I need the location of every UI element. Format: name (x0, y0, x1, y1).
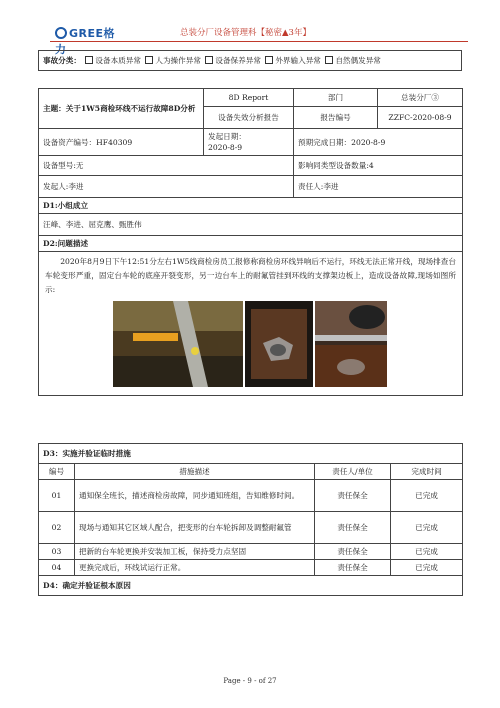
dept-value: 总装分厂③ (378, 89, 463, 107)
checkbox[interactable] (205, 56, 213, 64)
col-header: 完成时间 (391, 464, 463, 480)
dept-label: 部门 (294, 89, 378, 107)
d2-description: 2020年8月9日下午12:51分左右1W5线商检房员工报修称商检房环线异响后不运行，环线无法正常开线，现场排查台车轮变形严重，固定台车轮的底座开裂变形，另一边台车上的耐氟管挂到环线的支撑架边板上，造成设备故障,现场如图所示: (45, 257, 456, 295)
d4-title: D4：确定并验证根本原因 (39, 576, 463, 596)
table-row (39, 512, 463, 544)
row-no: 04 (39, 560, 75, 576)
d2-content (39, 252, 463, 396)
checkbox[interactable] (85, 56, 93, 64)
report-title: 8D Report (204, 89, 294, 107)
table-row (39, 480, 463, 512)
row-desc: 把新的台车轮更换并安装加工板，保持受力点坚固 (75, 544, 315, 560)
checkbox[interactable] (325, 56, 333, 64)
gree-logo (55, 25, 125, 56)
d3-title: D3：实施并验证临时措施 (39, 444, 463, 464)
col-header: 措施描述 (75, 464, 315, 480)
table-row (39, 544, 463, 560)
row-owner: 责任保全 (315, 544, 391, 560)
photo-cart-wheel (245, 301, 313, 387)
d3-table (38, 443, 463, 596)
checkbox[interactable] (145, 56, 153, 64)
photo-conveyor-damage (113, 301, 243, 387)
gree-logo-icon (55, 27, 67, 39)
row-desc: 通知保全班长，描述商检房故障，同步通知班组，告知维修时间。 (75, 480, 315, 512)
category-option: 外界输入异常 (275, 56, 321, 65)
category-table (38, 50, 462, 71)
due-date: 预期完成日期：2020-8-9 (294, 129, 463, 156)
d1-title: D1:小组成立 (39, 198, 463, 214)
initiator: 发起人:李进 (39, 176, 294, 198)
table-row (39, 560, 463, 576)
report-no-label: 报告编号 (294, 107, 378, 129)
category-option: 自然偶发异常 (335, 56, 381, 65)
asset-no: 设备资产编号：HF40309 (39, 129, 204, 156)
header-title: 总装分厂设备管理科【秘密▲3年】 (180, 28, 311, 38)
category-label: 事故分类： (43, 56, 81, 65)
category-option: 设备保养异常 (215, 56, 261, 65)
page-number: Page - 9 - of 27 (223, 677, 277, 685)
start-date-cell (204, 129, 294, 156)
row-desc: 现场与通知其它区域人配合，把变形的台车轮拆卸及调整耐氟管 (75, 512, 315, 544)
logo-text: GREE格力 (55, 27, 116, 56)
report-table (38, 88, 463, 396)
affected-count: 影响同类型设备数量:4 (294, 156, 463, 176)
category-row (39, 51, 462, 71)
owner: 责任人:李进 (294, 176, 463, 198)
category-option: 设备本质异常 (95, 56, 141, 65)
row-status: 已完成 (391, 560, 463, 576)
d2-title: D2:问题描述 (39, 236, 463, 252)
equipment-model: 设备型号:无 (39, 156, 294, 176)
row-owner: 责任保全 (315, 480, 391, 512)
row-no: 02 (39, 512, 75, 544)
start-date-label: 发起日期： (208, 132, 246, 141)
col-header: 责任人/单位 (315, 464, 391, 480)
row-status: 已完成 (391, 544, 463, 560)
row-no: 01 (39, 480, 75, 512)
start-date-value: 2020-8-9 (208, 143, 243, 152)
subject-cell: 主题：关于1W5商检环线不运行故障8D分析 (39, 89, 204, 129)
photo-row (45, 297, 456, 392)
header-divider (50, 41, 468, 42)
report-subtitle: 设备失效分析报告 (204, 107, 294, 129)
row-status: 已完成 (391, 512, 463, 544)
row-desc: 更换完成后，环线试运行正常。 (75, 560, 315, 576)
category-option: 人为操作异常 (155, 56, 201, 65)
col-header: 编号 (39, 464, 75, 480)
d1-members: 汪峰、李进、屈克鹰、甄胜伟 (39, 214, 463, 236)
report-no-value: ZZFC-2020-08-9 (378, 107, 463, 129)
row-status: 已完成 (391, 480, 463, 512)
photo-hose-bracket (315, 301, 387, 387)
row-owner: 责任保全 (315, 560, 391, 576)
row-owner: 责任保全 (315, 512, 391, 544)
checkbox[interactable] (265, 56, 273, 64)
row-no: 03 (39, 544, 75, 560)
